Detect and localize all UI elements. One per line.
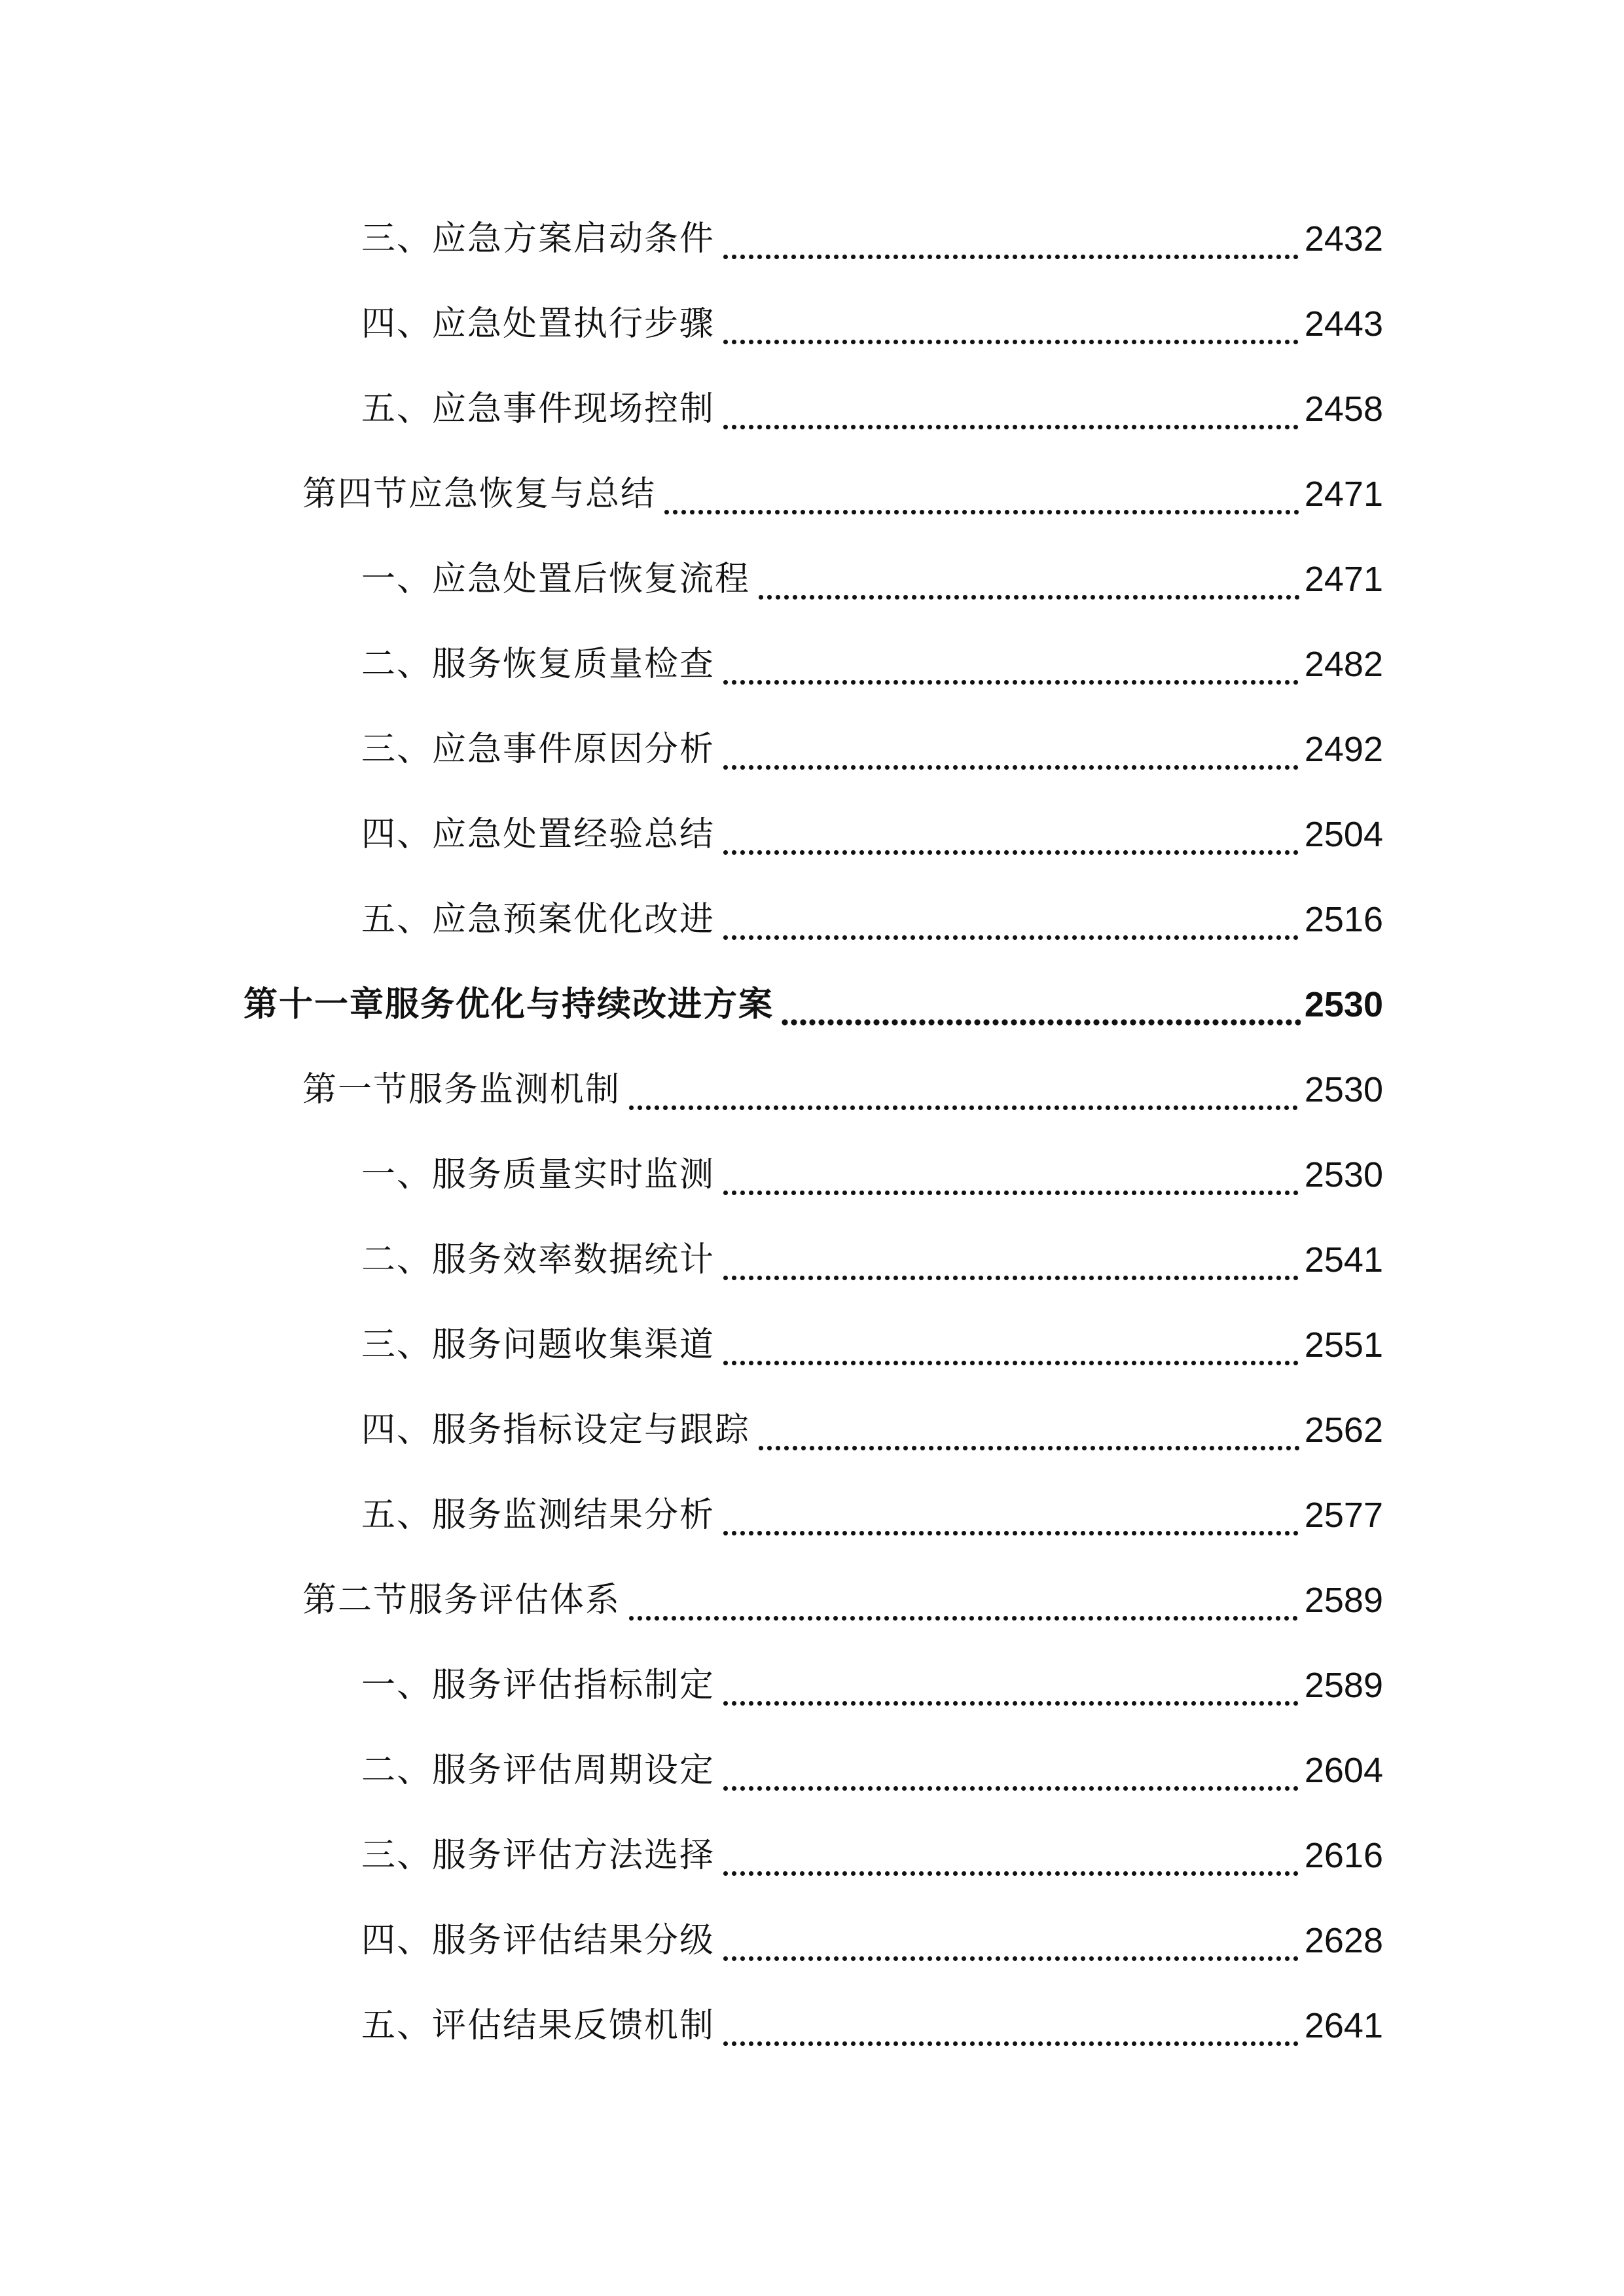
toc-page-number: 2482 — [1304, 645, 1383, 684]
toc-entry-title: 一、服务评估指标制定 — [361, 1666, 715, 1705]
toc-page-number: 2541 — [1304, 1240, 1383, 1280]
toc-page-number: 2589 — [1304, 1666, 1383, 1705]
toc-dot-leader — [721, 1659, 1301, 1712]
toc-entry-title: 二、服务恢复质量检查 — [361, 645, 715, 684]
toc-entry-title: 第十一章服务优化与持续改进方案 — [244, 985, 774, 1024]
toc-dot-leader — [721, 808, 1301, 861]
toc-entry[interactable] — [361, 1149, 1383, 1201]
toc-entry[interactable] — [361, 1234, 1383, 1286]
toc-entry[interactable] — [361, 893, 1383, 946]
toc-entry-title: 四、服务指标设定与跟踪 — [361, 1410, 751, 1450]
toc-page-number: 2516 — [1304, 900, 1383, 939]
toc-entry-title: 第一节服务监测机制 — [302, 1070, 621, 1109]
toc-entry-title: 第二节服务评估体系 — [302, 1581, 621, 1620]
toc-page-number: 2504 — [1304, 815, 1383, 854]
toc-page-number: 2577 — [1304, 1496, 1383, 1535]
toc-entry[interactable] — [361, 1914, 1383, 1967]
toc-page-number: 2530 — [1304, 1070, 1383, 1109]
toc-dot-leader — [721, 723, 1301, 776]
toc-entry-title: 一、服务质量实时监测 — [361, 1155, 715, 1194]
toc-entry[interactable] — [361, 1489, 1383, 1541]
toc-dot-leader — [721, 2000, 1301, 2052]
toc-dot-leader — [721, 1234, 1301, 1286]
toc-dot-leader — [721, 638, 1301, 691]
toc-entry-title: 三、应急事件原因分析 — [361, 730, 715, 769]
toc-entry-title: 五、服务监测结果分析 — [361, 1496, 715, 1535]
toc-page-number: 2562 — [1304, 1410, 1383, 1450]
toc-dot-leader — [721, 213, 1301, 265]
toc-entry[interactable] — [361, 383, 1383, 435]
toc-entry[interactable] — [361, 1829, 1383, 1882]
toc-dot-leader — [721, 1744, 1301, 1797]
toc-page-number: 2628 — [1304, 1921, 1383, 1960]
toc-page-number: 2432 — [1304, 219, 1383, 259]
toc-dot-leader — [721, 1829, 1301, 1882]
toc-dot-leader — [721, 1914, 1301, 1967]
toc-entry-title: 三、服务评估方法选择 — [361, 1836, 715, 1875]
toc-dot-leader — [721, 1489, 1301, 1541]
toc-entry[interactable] — [302, 1574, 1383, 1626]
toc-entry[interactable] — [361, 213, 1383, 265]
toc-entry-title: 五、应急事件现场控制 — [361, 389, 715, 429]
toc-entry-title: 四、服务评估结果分级 — [361, 1921, 715, 1960]
toc-entry[interactable] — [361, 1659, 1383, 1712]
toc-page-number: 2530 — [1304, 1155, 1383, 1194]
toc-dot-leader — [757, 553, 1301, 605]
toc-entry-chapter[interactable] — [244, 978, 1383, 1031]
toc-page-number: 2589 — [1304, 1581, 1383, 1620]
toc-entry[interactable] — [361, 553, 1383, 605]
toc-entry[interactable] — [361, 298, 1383, 350]
toc-entry-title: 五、应急预案优化改进 — [361, 900, 715, 939]
toc-entry[interactable] — [361, 1744, 1383, 1797]
toc-entry[interactable] — [361, 723, 1383, 776]
toc-dot-leader — [757, 1404, 1301, 1456]
toc-dot-leader — [721, 383, 1301, 435]
toc-dot-leader — [627, 1574, 1301, 1626]
toc-page-number: 2604 — [1304, 1751, 1383, 1790]
toc-page-number: 2551 — [1304, 1325, 1383, 1365]
toc-page-number: 2471 — [1304, 560, 1383, 599]
toc-dot-leader — [721, 1319, 1301, 1371]
toc-entry-title: 三、服务问题收集渠道 — [361, 1325, 715, 1365]
toc-entry[interactable] — [361, 1404, 1383, 1456]
toc-dot-leader — [721, 298, 1301, 350]
toc-entry[interactable] — [361, 638, 1383, 691]
toc-entry-title: 五、评估结果反馈机制 — [361, 2006, 715, 2045]
toc-page-number: 2443 — [1304, 304, 1383, 344]
toc-dot-leader — [662, 468, 1301, 520]
toc-page-number: 2616 — [1304, 1836, 1383, 1875]
toc-entry-title: 四、应急处置执行步骤 — [361, 304, 715, 344]
toc-page-number: 2458 — [1304, 389, 1383, 429]
toc-page-number: 2492 — [1304, 730, 1383, 769]
toc-page-number: 2641 — [1304, 2006, 1383, 2045]
toc-entry[interactable] — [361, 808, 1383, 861]
toc-entry[interactable] — [361, 2000, 1383, 2052]
toc-page-number: 2530 — [1304, 985, 1383, 1024]
toc-entry-title: 四、应急处置经验总结 — [361, 815, 715, 854]
toc-dot-leader — [721, 1149, 1301, 1201]
toc-page-number: 2471 — [1304, 475, 1383, 514]
toc-entry-title: 第四节应急恢复与总结 — [302, 475, 657, 514]
toc-dot-leader — [721, 893, 1301, 946]
toc-entry[interactable] — [302, 1064, 1383, 1116]
toc-entry-title: 二、服务评估周期设定 — [361, 1751, 715, 1790]
toc-entry-title: 一、应急处置后恢复流程 — [361, 560, 751, 599]
toc-entry-title: 三、应急方案启动条件 — [361, 219, 715, 259]
toc-entry[interactable] — [361, 1319, 1383, 1371]
toc-entry[interactable] — [302, 468, 1383, 520]
toc-dot-leader — [627, 1064, 1301, 1116]
toc-entry-title: 二、服务效率数据统计 — [361, 1240, 715, 1280]
toc-dot-leader — [780, 978, 1301, 1031]
